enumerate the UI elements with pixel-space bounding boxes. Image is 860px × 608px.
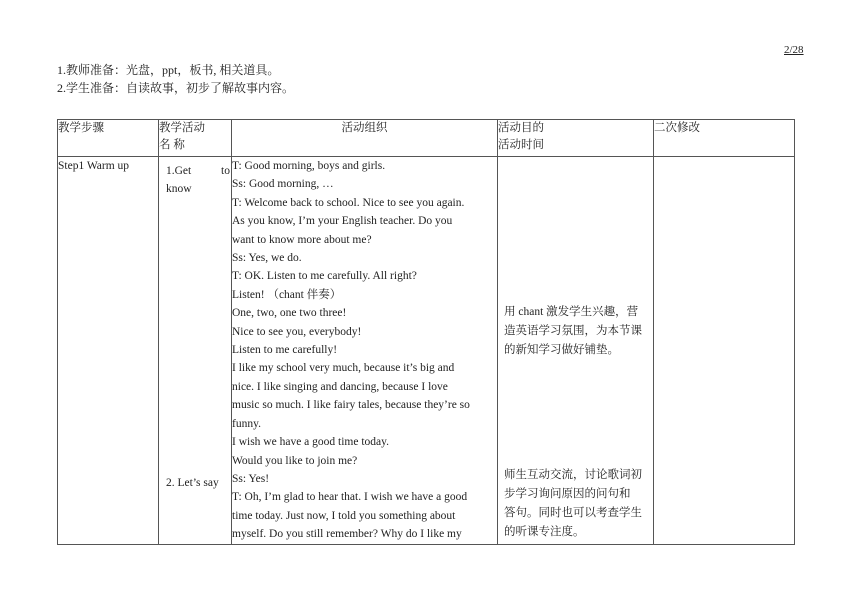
purpose-line: 步学习询问原因的问句和	[504, 488, 631, 500]
header-organization: 活动组织	[232, 120, 498, 157]
revision-cell	[654, 157, 795, 545]
activity-lets-say: 2. Let’s say	[166, 477, 219, 489]
activity1-number: 1.Get	[166, 165, 192, 177]
org-line: T: Good morning, boys and girls.	[232, 160, 386, 172]
org-line: T: Welcome back to school. Nice to see you again.	[232, 196, 465, 209]
header-activity-name-line1: 教学活动	[159, 122, 205, 134]
org-line: funny.	[232, 417, 261, 430]
teacher-preparation: 1.教师准备：光盘，ppt，板书, 相关道具。	[57, 63, 280, 77]
header-activity-name-line2: 名 称	[159, 139, 185, 151]
step-cell: Step1 Warm up	[58, 157, 159, 545]
org-line: Ss: Good morning, …	[232, 178, 334, 191]
page-number: 2/28	[784, 44, 804, 56]
org-line: Would you like to join me?	[232, 454, 358, 467]
purpose-line: 的听课专注度。	[504, 526, 585, 538]
header-row	[58, 120, 795, 157]
org-line: nice. I like singing and dancing, because I love	[232, 380, 448, 393]
header-step: 教学步骤	[58, 120, 159, 157]
org-line: T: Oh, I’m glad to hear that. I wish we have a good	[232, 491, 468, 504]
activity1-word: to	[221, 165, 230, 177]
header-revision: 二次修改	[654, 120, 795, 157]
purpose-line: 造英语学习氛围，为本节课	[504, 325, 642, 337]
org-line: want to know more about me?	[232, 233, 372, 246]
organization-cell	[232, 157, 498, 545]
header-purpose	[498, 120, 654, 157]
org-line: time today. Just now, I told you something about	[232, 509, 456, 522]
org-line: Ss: Yes, we do.	[232, 252, 302, 265]
purpose-chant	[504, 303, 652, 360]
purpose-line: 师生互动交流，讨论歌词初	[504, 469, 642, 481]
purpose-cell	[498, 157, 654, 545]
header-purpose-line1: 活动目的	[498, 122, 544, 134]
org-line: music so much. I like fairy tales, because they’re so	[232, 399, 470, 412]
purpose-line: 的新知学习做好铺垫。	[504, 344, 619, 356]
student-preparation: 2.学生准备：自读故事，初步了解故事内容。	[57, 81, 295, 95]
org-line: I wish we have a good time today.	[232, 436, 390, 449]
lesson-plan-table	[57, 119, 795, 545]
org-line: One, two, one two three!	[232, 307, 347, 320]
org-line: Listen! （chant 伴奏）	[232, 288, 342, 301]
activity1-line2: know	[166, 183, 192, 195]
purpose-interaction	[504, 466, 652, 542]
header-purpose-line2: 活动时间	[498, 139, 544, 151]
org-line: Nice to see you, everybody!	[232, 325, 362, 338]
activity-name-cell	[159, 157, 232, 545]
header-activity-name	[159, 120, 232, 157]
table-row	[58, 157, 795, 545]
org-line: I like my school very much, because it’s big and	[232, 362, 455, 375]
org-line: myself. Do you still remember? Why do I like my	[232, 528, 462, 541]
org-line: T: OK. Listen to me carefully. All right?	[232, 270, 417, 283]
purpose-line: 答句。同时也可以考查学生	[504, 507, 642, 519]
org-line: As you know, I’m your English teacher. Do you	[232, 215, 453, 228]
purpose-line: 用 chant 激发学生兴趣，营	[504, 306, 639, 318]
org-line: Ss: Yes!	[232, 472, 270, 485]
activity-get-to-know	[166, 162, 230, 198]
org-line: Listen to me carefully!	[232, 344, 338, 357]
